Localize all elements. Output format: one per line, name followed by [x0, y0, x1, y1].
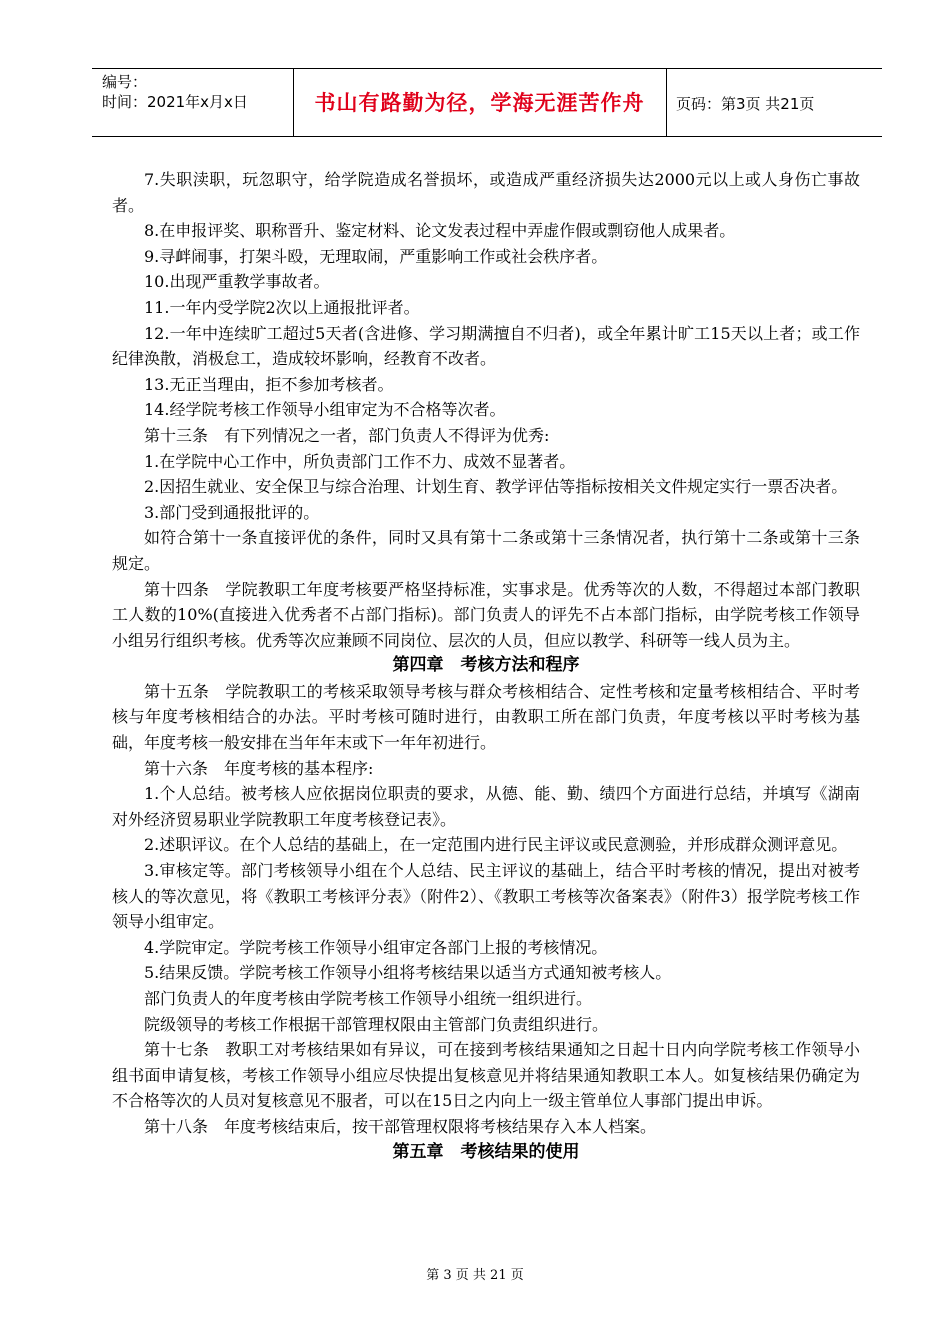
body-paragraph: 14.经学院考核工作领导小组审定为不合格等次者。: [144, 400, 506, 420]
header-page-info: 页码：第3页 共21页: [676, 95, 815, 113]
body-paragraph: 4.学院审定。学院考核工作领导小组审定各部门上报的考核情况。: [144, 937, 608, 957]
document-body: [112, 167, 860, 1165]
body-paragraph: 院级领导的考核工作根据干部管理权限由主管部门负责组织进行。: [144, 1014, 609, 1034]
body-paragraph: 如符合第十一条直接评优的条件，同时又具有第十二条或第十三条情况者，执行第十二条或第十三条规定。: [112, 528, 860, 573]
header-bottom-rule: [92, 136, 882, 137]
body-paragraph: 第十五条 学院教职工的考核采取领导考核与群众考核相结合、定性考核和定量考核相结合、平时考核与年度考核相结合的办法。平时考核可随时进行，由教职工所在部门负责，年度考核以平时考核为基础，年度考核一般安排在当年年末或下一年年初进行。: [112, 681, 860, 753]
body-paragraph: 2.因招生就业、安全保卫与综合治理、计划生育、教学评估等指标按相关文件规定实行一票否决者。: [144, 477, 848, 497]
body-paragraph: 10.出现严重教学事故者。: [144, 272, 330, 292]
body-paragraph: 1.在学院中心工作中，所负责部门工作不力、成效不显著者。: [144, 451, 576, 471]
body-paragraph: 5.结果反馈。学院考核工作领导小组将考核结果以适当方式通知被考核人。: [144, 963, 672, 983]
body-paragraph: 第十四条 学院教职工年度考核要严格坚持标准，实事求是。优秀等次的人数，不得超过本部门教职工人数的10%(直接进入优秀者不占部门指标)。部门负责人的评先不占本部门指标，由学院考核工作领导小组另行组织考核。优秀等次应兼顾不同岗位、层次的人员，但应以教学、科研等一线人员为主。: [112, 579, 860, 650]
body-paragraph: 第十七条 教职工对考核结果如有异议，可在接到考核结果通知之日起十日内向学院考核工作领导小组书面申请复核，考核工作领导小组应尽快提出复核意见并将结果通知教职工本人。如复核结果仍确定为不合格等次的人员对复核意见不服者，可以在15日之内向上一级主管单位人事部门提出申诉。: [112, 1040, 860, 1111]
body-paragraph: 3.部门受到通报批评的。: [144, 502, 320, 522]
header-top-rule: [92, 68, 882, 69]
body-paragraph: 第十三条 有下列情况之一者，部门负责人不得评为优秀:: [144, 425, 550, 445]
body-paragraph: 9.寻衅闹事，打架斗殴，无理取闹，严重影响工作或社会秩序者。: [144, 246, 608, 266]
header-divider-right: [666, 68, 667, 136]
body-paragraph: 第十八条 年度考核结束后，按干部管理权限将考核结果存入本人档案。: [144, 1116, 657, 1136]
body-paragraph: 3.审核定等。部门考核领导小组在个人总结、民主评议的基础上，结合平时考核的情况，提出对被考核人的等次意见，将《教职工考核评分表》（附件2）、《教职工考核等次备案表》（附件3）报学院考核工作领导小组审定。: [112, 861, 860, 932]
body-paragraph: 第十六条 年度考核的基本程序:: [144, 758, 374, 778]
chapter-heading: 第四章 考核方法和程序: [392, 655, 580, 676]
body-paragraph: 11.一年内受学院2次以上通报批评者。: [144, 297, 420, 317]
page-footer: 第 3 页 共 21 页: [426, 1268, 524, 1283]
chapter-heading: 第五章 考核结果的使用: [392, 1141, 580, 1162]
body-paragraph: 13.无正当理由，拒不参加考核者。: [144, 374, 394, 394]
serial-number-label: 编号：: [102, 73, 148, 91]
body-paragraph: 12.一年中连续旷工超过5天者(含进修、学习期满擅自不归者)，或全年累计旷工15天以上者；或工作纪律涣散，消极怠工，造成较坏影响，经教育不改者。: [112, 323, 860, 369]
body-paragraph: 部门负责人的年度考核由学院考核工作领导小组统一组织进行。: [144, 989, 593, 1008]
header-motto: 书山有路勤为径，学海无涯苦作舟: [314, 91, 645, 115]
body-paragraph: 7.失职渎职，玩忽职守，给学院造成名誉损坏，或造成严重经济损失达2000元以上或人身伤亡事故者。: [112, 170, 860, 215]
date-label: 时间：2021年x月x日: [102, 93, 248, 111]
body-paragraph: 2.述职评议。在个人总结的基础上，在一定范围内进行民主评议或民意测验，并形成群众测评意见。: [144, 835, 848, 855]
body-paragraph: 8.在申报评奖、职称晋升、鉴定材料、论文发表过程中弄虚作假或剽窃他人成果者。: [144, 221, 736, 241]
body-paragraph: 1.个人总结。被考核人应依据岗位职责的要求，从德、能、勤、绩四个方面进行总结，并填写《湖南对外经济贸易职业学院教职工年度考核登记表》。: [112, 784, 860, 829]
header-meta: [102, 72, 248, 112]
